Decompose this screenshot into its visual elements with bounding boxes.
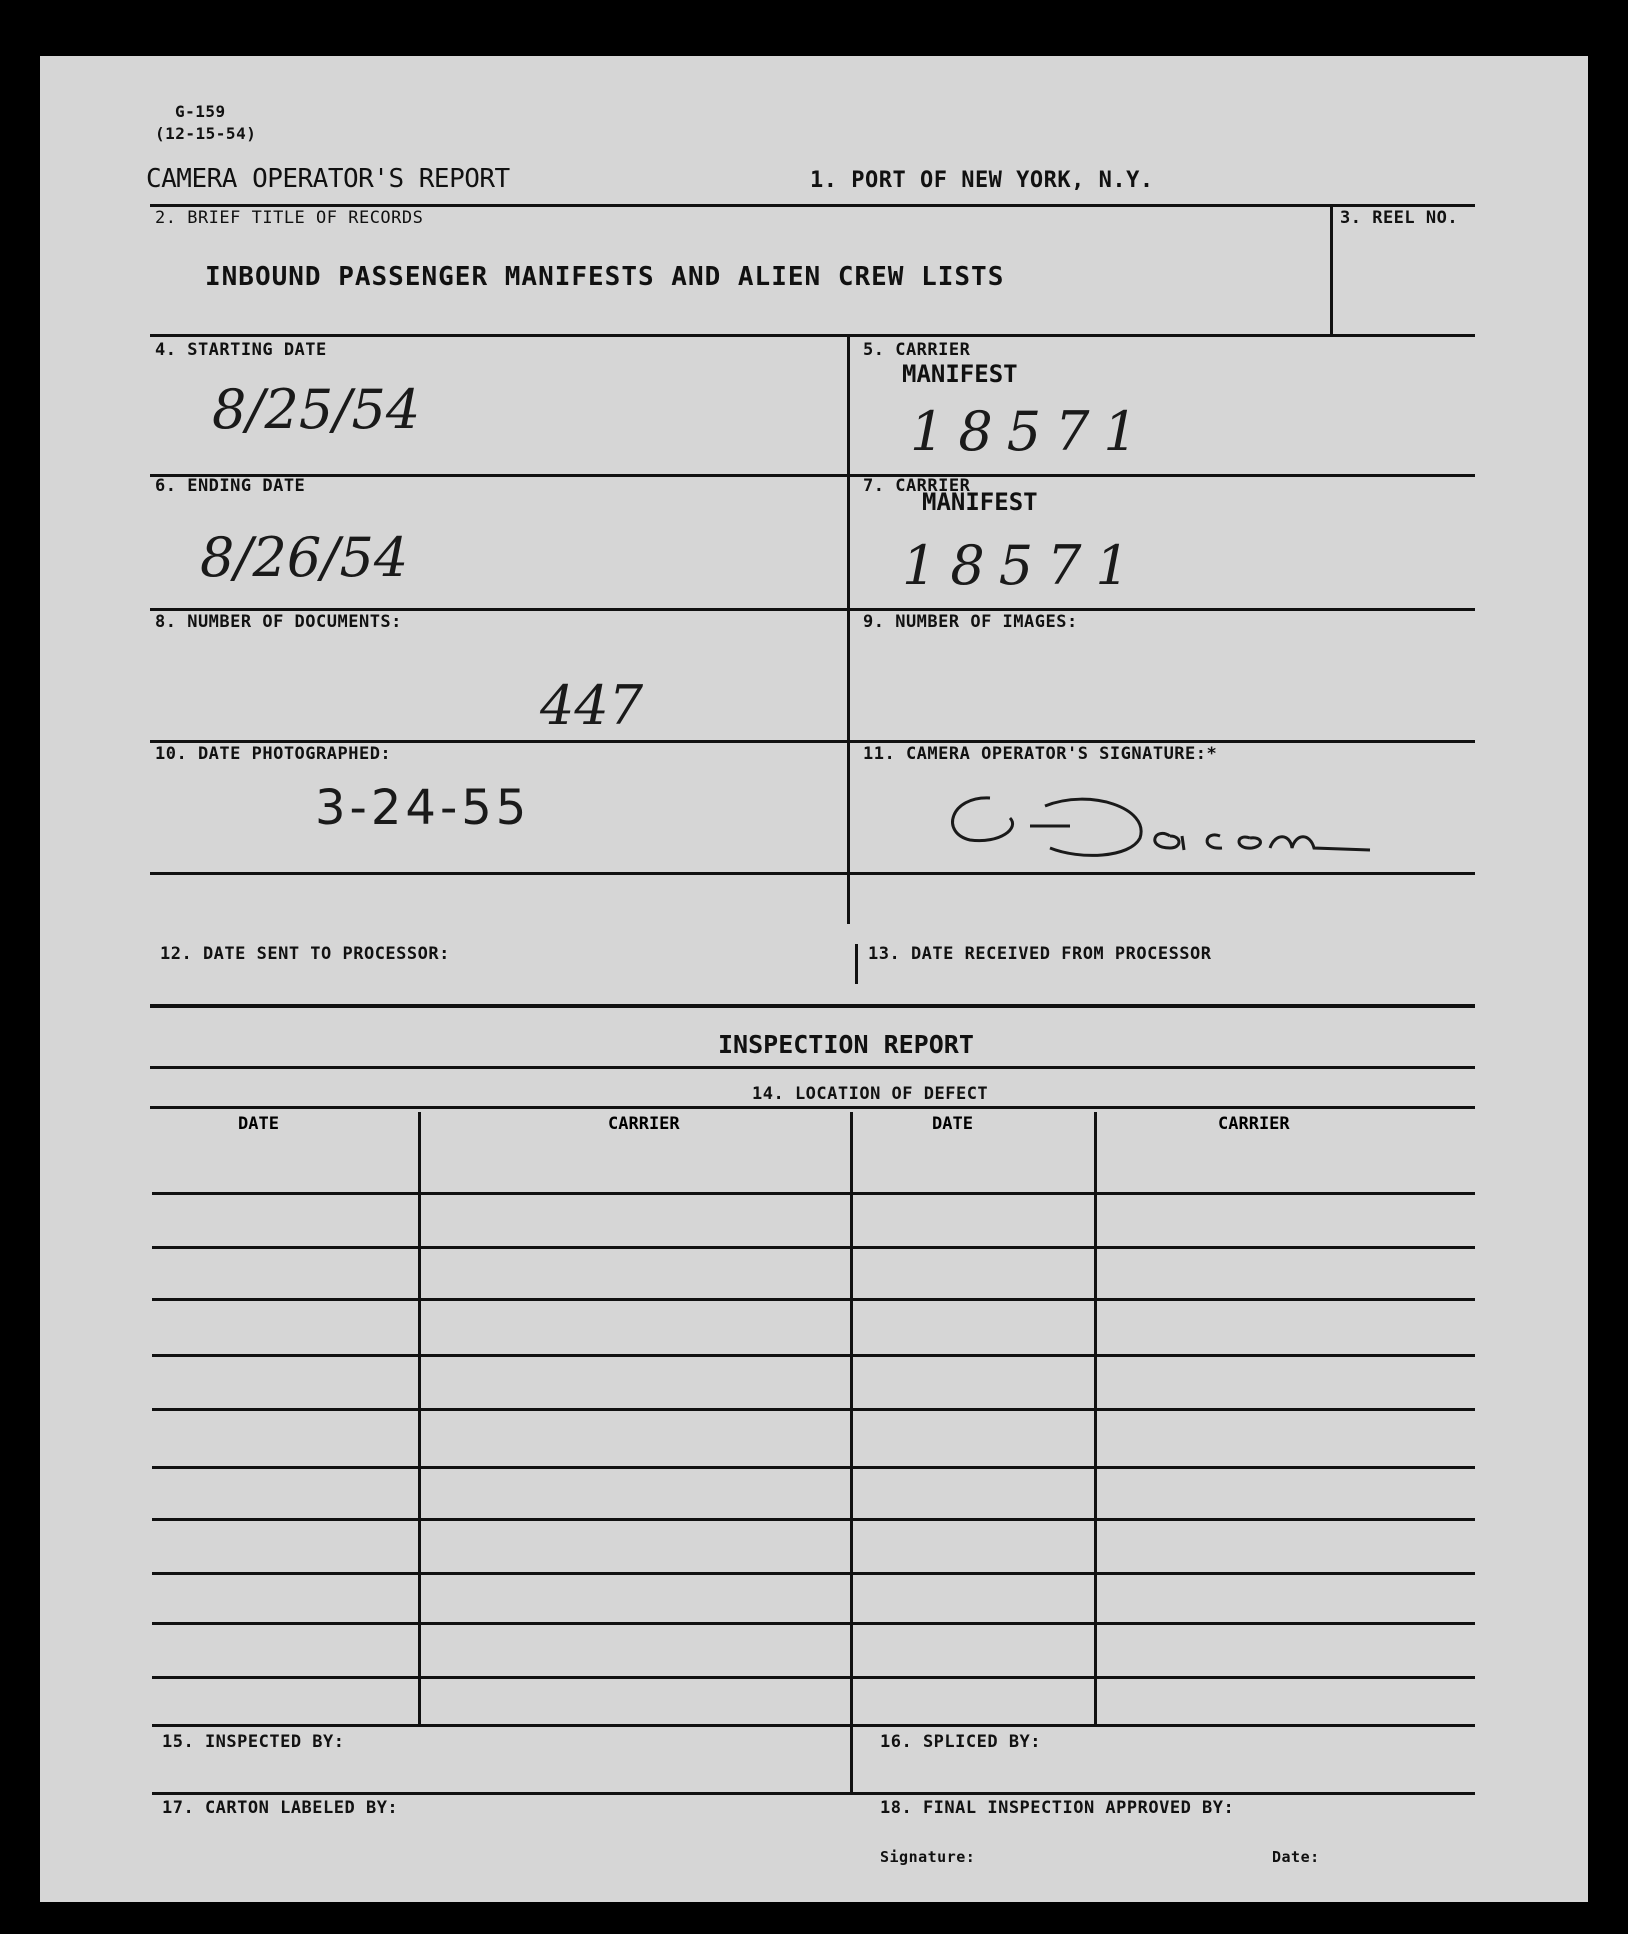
inspected-by-label: 15. INSPECTED BY:	[162, 1732, 345, 1752]
divider	[418, 1112, 421, 1724]
table-row	[152, 1518, 1475, 1521]
operator-signature	[930, 778, 1390, 878]
ending-date-value: 8/26/54	[200, 526, 409, 589]
table-row	[152, 1676, 1475, 1679]
date-received-label: 13. DATE RECEIVED FROM PROCESSOR	[868, 944, 1212, 964]
table-row	[152, 1622, 1475, 1625]
reel-no-label: 3. REEL NO.	[1340, 208, 1459, 228]
form-date: (12-15-54)	[155, 124, 257, 143]
column-header-carrier: CARRIER	[608, 1114, 680, 1134]
brief-title-value: INBOUND PASSENGER MANIFESTS AND ALIEN CREW LISTS	[205, 262, 1005, 292]
carrier5-label: 5. CARRIER	[863, 340, 971, 360]
signature-label: 11. CAMERA OPERATOR'S SIGNATURE:*	[863, 744, 1218, 764]
table-row	[152, 1192, 1475, 1195]
divider	[150, 740, 1475, 743]
starting-date-value: 8/25/54	[212, 378, 421, 441]
carrier5-value: 18571	[910, 400, 1152, 463]
divider	[1330, 204, 1333, 334]
carrier7-label: 7. CARRIER	[863, 476, 971, 496]
column-header-date: DATE	[238, 1114, 279, 1134]
carrier7-type: MANIFEST	[922, 488, 1038, 516]
date-field-label: Date:	[1272, 1848, 1320, 1866]
column-header-date: DATE	[932, 1114, 973, 1134]
carton-labeled-label: 17. CARTON LABELED BY:	[162, 1798, 399, 1818]
divider	[150, 334, 1475, 337]
date-sent-label: 12. DATE SENT TO PROCESSOR:	[160, 944, 450, 964]
table-row	[152, 1408, 1475, 1411]
divider	[1094, 1112, 1097, 1724]
table-row	[152, 1246, 1475, 1249]
divider	[152, 1792, 1475, 1795]
table-row	[152, 1354, 1475, 1357]
location-defect-label: 14. LOCATION OF DEFECT	[752, 1084, 989, 1104]
num-images-label: 9. NUMBER OF IMAGES:	[863, 612, 1078, 632]
form-title: CAMERA OPERATOR'S REPORT	[146, 164, 510, 194]
ending-date-label: 6. ENDING DATE	[155, 476, 306, 496]
divider	[150, 872, 1475, 875]
date-photographed-label: 10. DATE PHOTOGRAPHED:	[155, 744, 392, 764]
spliced-by-label: 16. SPLICED BY:	[880, 1732, 1042, 1752]
form-number: G-159	[175, 102, 226, 121]
divider	[150, 608, 1475, 611]
date-photographed-value: 3-24-55	[315, 780, 531, 836]
starting-date-label: 4. STARTING DATE	[155, 340, 327, 360]
divider	[150, 1106, 1475, 1109]
num-docs-value: 447	[540, 674, 644, 737]
num-docs-label: 8. NUMBER OF DOCUMENTS:	[155, 612, 402, 632]
carrier5-type: MANIFEST	[902, 360, 1018, 388]
table-row	[152, 1724, 1475, 1727]
divider	[150, 1004, 1475, 1008]
divider	[847, 334, 850, 924]
brief-title-label: 2. BRIEF TITLE OF RECORDS	[155, 208, 424, 228]
divider	[855, 944, 858, 984]
form-paper	[40, 56, 1588, 1902]
table-row	[152, 1572, 1475, 1575]
divider	[150, 204, 1475, 207]
divider	[150, 1066, 1475, 1069]
divider	[150, 474, 1475, 477]
inspection-title: INSPECTION REPORT	[718, 1030, 974, 1059]
final-inspection-label: 18. FINAL INSPECTION APPROVED BY:	[880, 1798, 1235, 1818]
divider	[850, 1112, 853, 1792]
carrier7-value: 18571	[902, 534, 1144, 597]
port-field: 1. PORT OF NEW YORK, N.Y.	[810, 168, 1154, 193]
table-row	[152, 1466, 1475, 1469]
column-header-carrier: CARRIER	[1218, 1114, 1290, 1134]
signature-field-label: Signature:	[880, 1848, 976, 1866]
table-row	[152, 1298, 1475, 1301]
